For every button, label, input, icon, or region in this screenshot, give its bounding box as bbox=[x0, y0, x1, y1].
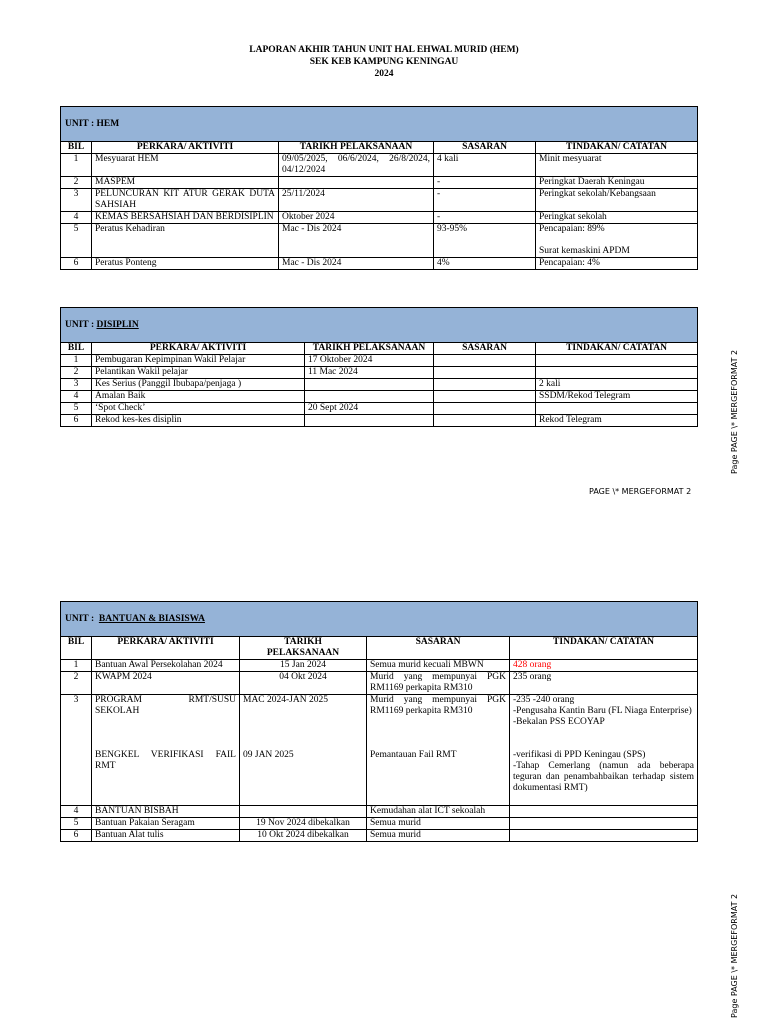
cell-tindakan bbox=[510, 695, 698, 806]
unit-header-disiplin bbox=[61, 308, 698, 343]
sasaran-program-rmt: Murid yang mempunyai PGK RM1169 perkapita RM310 bbox=[370, 695, 506, 716]
col-tindakan: TINDAKAN/ CATATAN bbox=[536, 142, 698, 154]
cell-bil: 3 bbox=[61, 379, 92, 391]
cell-perkara: Peratus Ponteng bbox=[92, 258, 279, 270]
cell-sasaran: Semua murid bbox=[367, 818, 510, 830]
cell-sasaran bbox=[434, 415, 536, 427]
unit-header-bantuan bbox=[61, 602, 698, 637]
column-header-row bbox=[61, 637, 698, 660]
cell-bil: 6 bbox=[61, 258, 92, 270]
table-row bbox=[61, 403, 698, 415]
col-perkara: PERKARA/ AKTIVITI bbox=[92, 142, 279, 154]
cell-perkara: Mesyuarat HEM bbox=[92, 154, 279, 177]
cell-bil: 1 bbox=[61, 660, 92, 672]
cell-sasaran bbox=[434, 403, 536, 415]
table-row bbox=[61, 391, 698, 403]
col-bil: BIL bbox=[61, 637, 92, 660]
cell-bil: 2 bbox=[61, 367, 92, 379]
cell-tarikh: 09/05/2025, 06/6/2024, 26/8/2024, 04/12/2024 bbox=[279, 154, 434, 177]
unit-name: DISIPLIN bbox=[96, 319, 139, 330]
col-bil: BIL bbox=[61, 343, 92, 355]
unit-header-row bbox=[61, 308, 698, 343]
table-row bbox=[61, 672, 698, 695]
unit-name: BANTUAN & BIASISWA bbox=[98, 613, 205, 624]
table-row bbox=[61, 818, 698, 830]
perkara-bengkel: BENGKEL VERIFIKASI FAIL RMT bbox=[95, 750, 236, 771]
cell-perkara: Pelantikan Wakil pelajar bbox=[92, 367, 305, 379]
cell-perkara bbox=[92, 695, 240, 806]
table-row bbox=[61, 177, 698, 189]
column-header-row bbox=[61, 343, 698, 355]
col-tarikh-line2: PELAKSANAAN bbox=[266, 648, 340, 658]
cell-tindakan bbox=[536, 224, 698, 258]
tindakan-line: Pencapaian: 89% bbox=[539, 224, 605, 234]
cell-tarikh: 11 Mac 2024 bbox=[305, 367, 434, 379]
cell-tarikh: 25/11/2024 bbox=[279, 189, 434, 212]
table-row bbox=[61, 258, 698, 270]
cell-sasaran bbox=[434, 355, 536, 367]
tarikh-program-rmt: MAC 2024-JAN 2025 bbox=[243, 695, 328, 705]
tindakan-line: -Pengusaha Kantin Baru (FL Niaga Enterprise) bbox=[513, 706, 692, 716]
hem-table bbox=[60, 106, 698, 270]
tindakan-line: Surat kemaskini APDM bbox=[539, 246, 630, 256]
cell-sasaran: Semua murid bbox=[367, 830, 510, 842]
cell-tindakan: Rekod Telegram bbox=[536, 415, 698, 427]
page-field-vertical-2: Page PAGE \* MERGEFORMAT 2 bbox=[730, 893, 739, 1018]
cell-tarikh: 10 Okt 2024 dibekalkan bbox=[240, 830, 367, 842]
cell-tarikh bbox=[279, 177, 434, 189]
unit-prefix: UNIT : bbox=[65, 319, 95, 330]
col-sasaran: SASARAN bbox=[434, 142, 536, 154]
cell-tindakan bbox=[536, 355, 698, 367]
cell-tarikh bbox=[240, 806, 367, 818]
sasaran-bengkel: Pemantauan Fail RMT bbox=[370, 750, 457, 760]
page-field-footer: PAGE \* MERGEFORMAT 2 bbox=[589, 487, 692, 496]
page-field-vertical-1: Page PAGE \* MERGEFORMAT 2 bbox=[730, 349, 739, 474]
cell-tarikh bbox=[240, 695, 367, 806]
table-row bbox=[61, 660, 698, 672]
table-row bbox=[61, 830, 698, 842]
cell-sasaran: - bbox=[434, 189, 536, 212]
cell-perkara: PELUNCURAN KIT ATUR GERAK DUTA SAHSIAH bbox=[92, 189, 279, 212]
col-perkara: PERKARA/ AKTIVITI bbox=[92, 343, 305, 355]
cell-sasaran: - bbox=[434, 177, 536, 189]
cell-tindakan bbox=[510, 806, 698, 818]
cell-perkara: Amalan Baik bbox=[92, 391, 305, 403]
col-tarikh: TARIKH PELAKSANAAN bbox=[279, 142, 434, 154]
table-row bbox=[61, 415, 698, 427]
unit-header-row bbox=[61, 602, 698, 637]
cell-perkara: Bantuan Pakaian Seragam bbox=[92, 818, 240, 830]
col-perkara: PERKARA/ AKTIVITI bbox=[92, 637, 240, 660]
title-line-3: 2024 bbox=[374, 69, 394, 79]
cell-bil: 4 bbox=[61, 806, 92, 818]
cell-perkara: Bantuan Awal Persekolahan 2024 bbox=[92, 660, 240, 672]
cell-tarikh: 19 Nov 2024 dibekalkan bbox=[240, 818, 367, 830]
unit-prefix: UNIT : bbox=[65, 118, 95, 129]
cell-tarikh bbox=[305, 415, 434, 427]
cell-perkara: MASPEM bbox=[92, 177, 279, 189]
disiplin-table bbox=[60, 307, 698, 427]
cell-tarikh: 15 Jan 2024 bbox=[240, 660, 367, 672]
cell-bil: 3 bbox=[61, 189, 92, 212]
cell-bil: 4 bbox=[61, 391, 92, 403]
cell-tindakan: Peringkat sekolah/Kebangsaan bbox=[536, 189, 698, 212]
col-sasaran: SASARAN bbox=[434, 343, 536, 355]
cell-tindakan bbox=[510, 830, 698, 842]
cell-bil: 6 bbox=[61, 415, 92, 427]
cell-bil: 2 bbox=[61, 177, 92, 189]
cell-perkara: Kes Serius (Panggil Ibubapa/penjaga ) bbox=[92, 379, 305, 391]
cell-tarikh: 20 Sept 2024 bbox=[305, 403, 434, 415]
cell-sasaran: 4% bbox=[434, 258, 536, 270]
cell-sasaran: Kemudahan alat ICT sekoalah bbox=[367, 806, 510, 818]
cell-tarikh bbox=[305, 379, 434, 391]
cell-bil: 1 bbox=[61, 154, 92, 177]
cell-sasaran bbox=[367, 695, 510, 806]
cell-tarikh bbox=[305, 391, 434, 403]
cell-perkara: KWAPM 2024 bbox=[92, 672, 240, 695]
cell-perkara: Peratus Kehadiran bbox=[92, 224, 279, 258]
tindakan-line: -verifikasi di PPD Keningau (SPS) bbox=[513, 750, 646, 760]
tarikh-bengkel: 09 JAN 2025 bbox=[243, 750, 294, 760]
cell-sasaran: - bbox=[434, 212, 536, 224]
cell-tindakan bbox=[510, 818, 698, 830]
col-tarikh-line1: TARIKH bbox=[284, 637, 322, 647]
bantuan-table bbox=[60, 601, 698, 842]
col-tindakan: TINDAKAN/ CATATAN bbox=[510, 637, 698, 660]
table-row bbox=[61, 695, 698, 806]
cell-sasaran: Murid yang mempunyai PGK RM1169 perkapita RM310 bbox=[367, 672, 510, 695]
cell-bil: 2 bbox=[61, 672, 92, 695]
cell-sasaran: 93-95% bbox=[434, 224, 536, 258]
col-tindakan: TINDAKAN/ CATATAN bbox=[536, 343, 698, 355]
cell-perkara: KEMAS BERSAHSIAH DAN BERDISIPLIN bbox=[92, 212, 279, 224]
title-line-1: LAPORAN AKHIR TAHUN UNIT HAL EHWAL MURID (HEM) bbox=[249, 45, 519, 55]
cell-tarikh: Oktober 2024 bbox=[279, 212, 434, 224]
cell-tarikh: Mac - Dis 2024 bbox=[279, 258, 434, 270]
cell-sasaran bbox=[434, 379, 536, 391]
tindakan-line: -Tahap Cemerlang (namun ada beberapa teguran dan penambahbaikan terhadap sistem dokumentasi RMT) bbox=[513, 761, 695, 793]
col-tarikh bbox=[240, 637, 367, 660]
cell-perkara: Bantuan Alat tulis bbox=[92, 830, 240, 842]
cell-tindakan: 2 kali bbox=[536, 379, 698, 391]
cell-bil: 5 bbox=[61, 403, 92, 415]
cell-bil: 4 bbox=[61, 212, 92, 224]
cell-perkara: Pembugaran Kepimpinan Wakil Pelajar bbox=[92, 355, 305, 367]
perkara-program-rmt: PROGRAM RMT/SUSU SEKOLAH bbox=[95, 695, 236, 716]
cell-sasaran bbox=[434, 391, 536, 403]
cell-perkara: ‘Spot Check’ bbox=[92, 403, 305, 415]
unit-header-hem bbox=[61, 107, 698, 142]
unit-header-row bbox=[61, 107, 698, 142]
tindakan-line: -Bekalan PSS ECOYAP bbox=[513, 717, 605, 727]
cell-tindakan: Minit mesyuarat bbox=[536, 154, 698, 177]
table-row bbox=[61, 189, 698, 212]
cell-perkara: Rekod kes-kes disiplin bbox=[92, 415, 305, 427]
table-row bbox=[61, 367, 698, 379]
table-row bbox=[61, 806, 698, 818]
cell-tarikh: 04 Okt 2024 bbox=[240, 672, 367, 695]
col-sasaran: SASARAN bbox=[367, 637, 510, 660]
cell-tindakan bbox=[536, 367, 698, 379]
cell-bil: 5 bbox=[61, 224, 92, 258]
cell-sasaran: Semua murid kecuali MBWN bbox=[367, 660, 510, 672]
cell-sasaran: 4 kali bbox=[434, 154, 536, 177]
unit-prefix: UNIT : bbox=[65, 613, 95, 624]
col-bil: BIL bbox=[61, 142, 92, 154]
tindakan-line: -235 -240 orang bbox=[513, 695, 575, 705]
table-row bbox=[61, 355, 698, 367]
cell-sasaran bbox=[434, 367, 536, 379]
cell-tindakan: 235 orang bbox=[510, 672, 698, 695]
cell-tarikh: Mac - Dis 2024 bbox=[279, 224, 434, 258]
report-title bbox=[0, 44, 768, 80]
cell-tindakan: Peringkat sekolah bbox=[536, 212, 698, 224]
cell-bil: 5 bbox=[61, 818, 92, 830]
table-row bbox=[61, 224, 698, 258]
cell-perkara: BANTUAN BISBAH bbox=[92, 806, 240, 818]
table-row bbox=[61, 154, 698, 177]
cell-bil: 1 bbox=[61, 355, 92, 367]
column-header-row bbox=[61, 142, 698, 154]
title-line-2: SEK KEB KAMPUNG KENINGAU bbox=[309, 57, 459, 67]
cell-tindakan: Peringkat Daerah Keningau bbox=[536, 177, 698, 189]
cell-bil: 3 bbox=[61, 695, 92, 806]
cell-tindakan: 428 orang bbox=[510, 660, 698, 672]
table-row bbox=[61, 212, 698, 224]
cell-tindakan: Pencapaian: 4% bbox=[536, 258, 698, 270]
table-row bbox=[61, 379, 698, 391]
cell-tarikh: 17 Oktober 2024 bbox=[305, 355, 434, 367]
unit-name: HEM bbox=[96, 118, 120, 129]
cell-tindakan bbox=[536, 403, 698, 415]
col-tarikh: TARIKH PELAKSANAAN bbox=[305, 343, 434, 355]
cell-bil: 6 bbox=[61, 830, 92, 842]
cell-tindakan: SSDM/Rekod Telegram bbox=[536, 391, 698, 403]
